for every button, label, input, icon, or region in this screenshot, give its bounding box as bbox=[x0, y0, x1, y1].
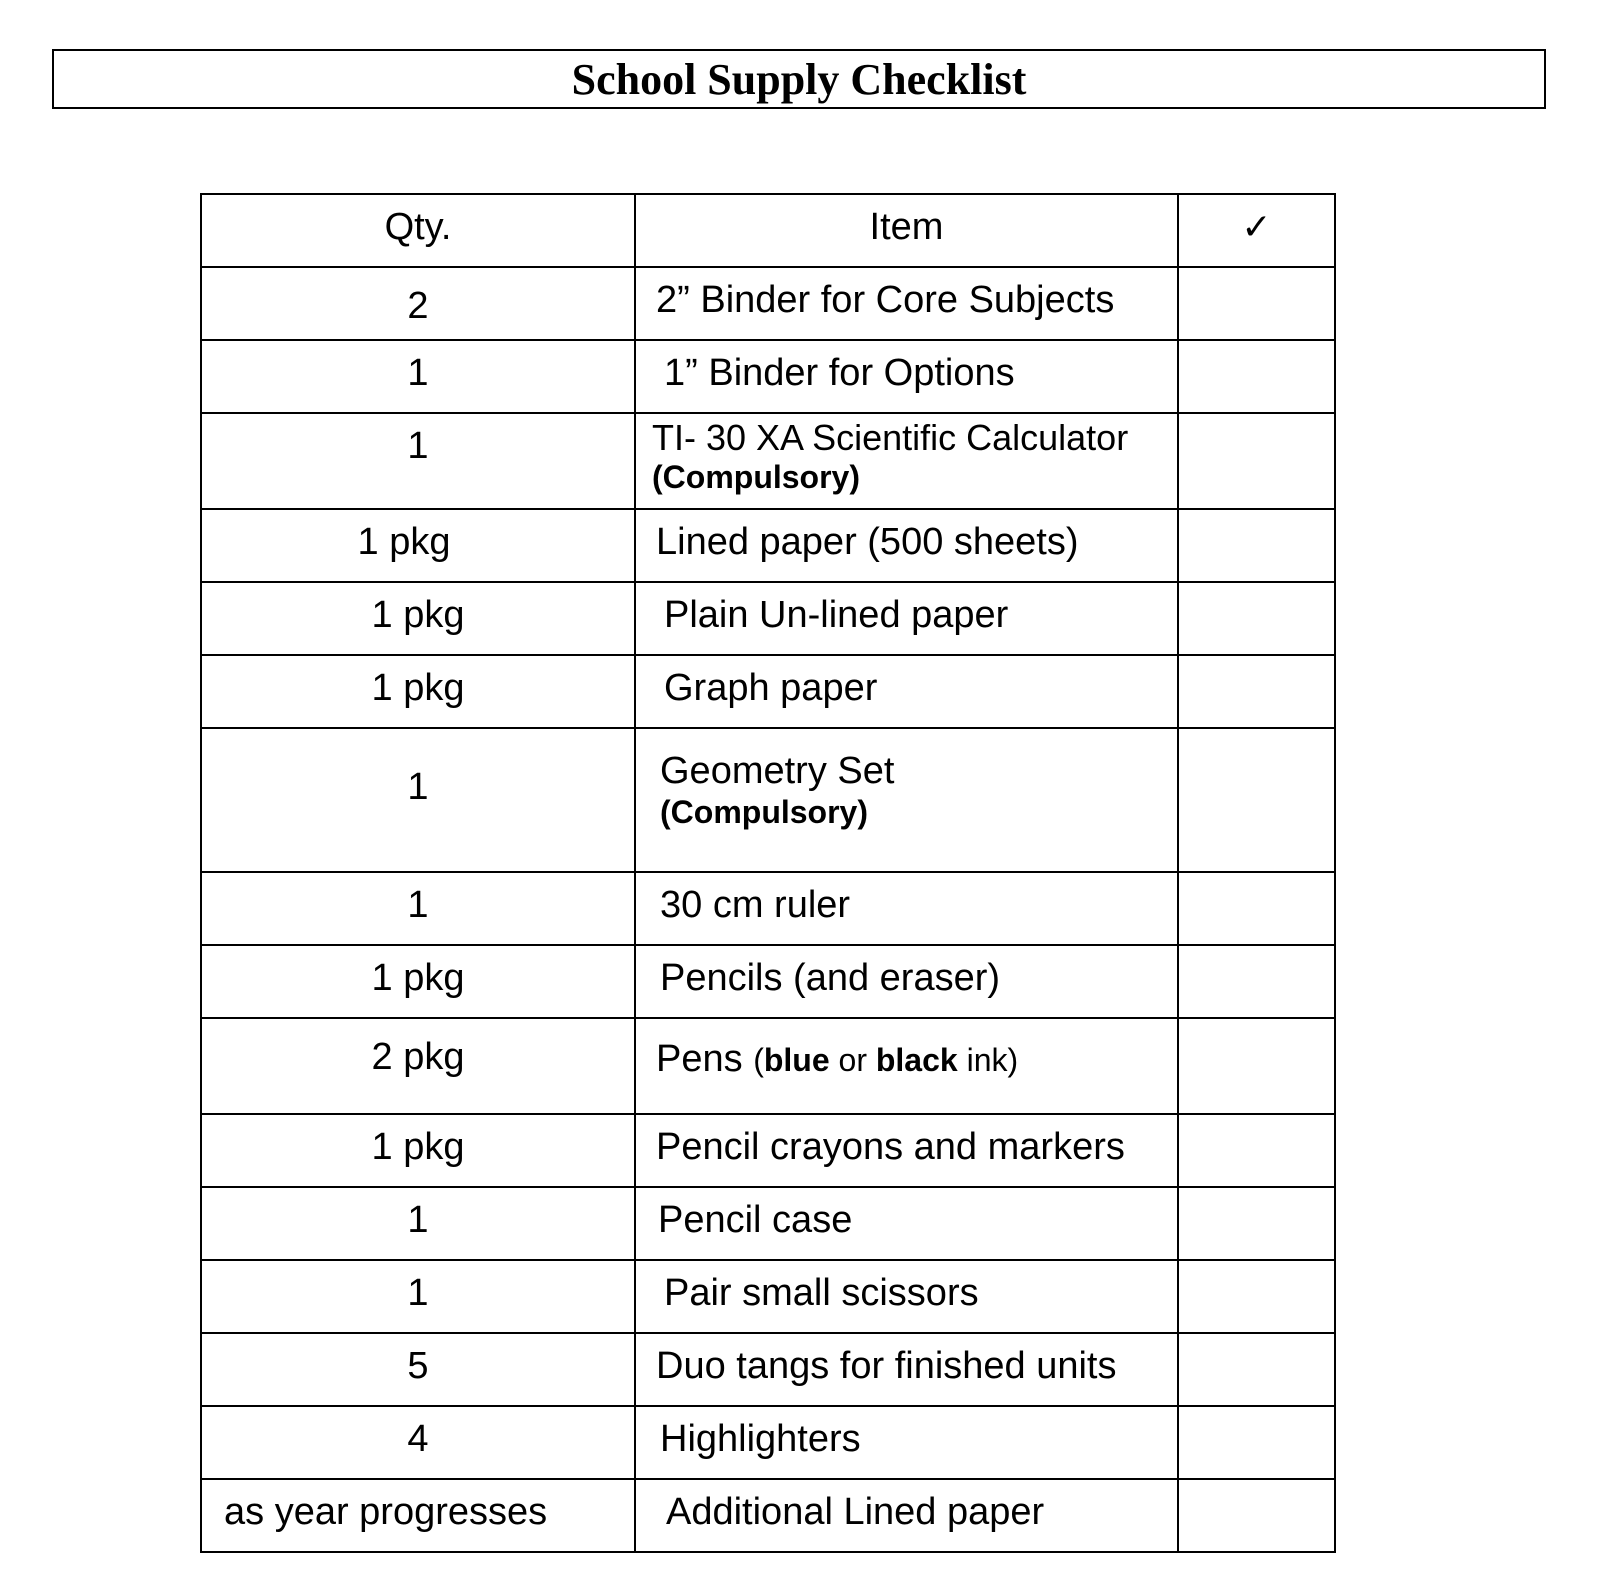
row-checkbox[interactable] bbox=[1178, 1406, 1335, 1479]
row-checkbox[interactable] bbox=[1178, 1114, 1335, 1187]
row-qty: 1 pkg bbox=[201, 1114, 635, 1187]
row-item: Pair small scissors bbox=[635, 1260, 1178, 1333]
pens-label: Pens bbox=[656, 1038, 743, 1080]
row-item: Pencils (and eraser) bbox=[635, 945, 1178, 1018]
row-item: Graph paper bbox=[635, 655, 1178, 728]
row-checkbox[interactable] bbox=[1178, 728, 1335, 872]
table-header-row bbox=[201, 194, 1335, 267]
row-qty: 1 bbox=[201, 1187, 635, 1260]
ink-note: (blue or black ink) bbox=[753, 1042, 1019, 1078]
table-row bbox=[201, 872, 1335, 945]
row-checkbox[interactable] bbox=[1178, 509, 1335, 582]
row-qty: 1 bbox=[201, 413, 635, 509]
table-row bbox=[201, 728, 1335, 872]
row-checkbox[interactable] bbox=[1178, 872, 1335, 945]
row-qty: 1 pkg bbox=[201, 945, 635, 1018]
row-qty: 1 bbox=[201, 1260, 635, 1333]
row-checkbox[interactable] bbox=[1178, 267, 1335, 340]
row-checkbox[interactable] bbox=[1178, 1479, 1335, 1552]
row-item: Duo tangs for finished units bbox=[635, 1333, 1178, 1406]
table-row bbox=[201, 1018, 1335, 1114]
row-checkbox[interactable] bbox=[1178, 1333, 1335, 1406]
row-checkbox[interactable] bbox=[1178, 1260, 1335, 1333]
row-qty: 1 bbox=[201, 340, 635, 413]
row-checkbox[interactable] bbox=[1178, 413, 1335, 509]
table-row bbox=[201, 1114, 1335, 1187]
row-item: TI- 30 XA Scientific Calculator (Compulsory) bbox=[635, 413, 1178, 509]
table-row bbox=[201, 267, 1335, 340]
header-item: Item bbox=[635, 194, 1178, 267]
compulsory-note: (Compulsory) bbox=[652, 459, 860, 495]
row-qty: 2 pkg bbox=[201, 1018, 635, 1114]
row-item: Plain Un-lined paper bbox=[635, 582, 1178, 655]
row-item: 2” Binder for Core Subjects bbox=[635, 267, 1178, 340]
table-row bbox=[201, 1260, 1335, 1333]
row-item: Pencil case bbox=[635, 1187, 1178, 1260]
checkmark-icon: ✓ bbox=[1241, 207, 1272, 248]
row-checkbox[interactable] bbox=[1178, 945, 1335, 1018]
supply-checklist-table bbox=[200, 193, 1336, 1553]
row-item: Pencil crayons and markers bbox=[635, 1114, 1178, 1187]
table-row bbox=[201, 509, 1335, 582]
row-qty: 1 bbox=[201, 872, 635, 945]
row-qty: as year progresses bbox=[201, 1479, 635, 1552]
row-checkbox[interactable] bbox=[1178, 655, 1335, 728]
table-row bbox=[201, 340, 1335, 413]
page-title: School Supply Checklist bbox=[52, 49, 1546, 109]
table-row bbox=[201, 1406, 1335, 1479]
table-row bbox=[201, 945, 1335, 1018]
row-qty: 4 bbox=[201, 1406, 635, 1479]
row-qty: 1 bbox=[201, 728, 635, 872]
table-row bbox=[201, 1479, 1335, 1552]
row-item: Additional Lined paper bbox=[635, 1479, 1178, 1552]
table-row bbox=[201, 582, 1335, 655]
row-item bbox=[635, 1018, 1178, 1114]
row-item: Lined paper (500 sheets) bbox=[635, 509, 1178, 582]
row-checkbox[interactable] bbox=[1178, 1187, 1335, 1260]
row-item: Highlighters bbox=[635, 1406, 1178, 1479]
row-checkbox[interactable] bbox=[1178, 340, 1335, 413]
header-qty: Qty. bbox=[201, 194, 635, 267]
row-checkbox[interactable] bbox=[1178, 1018, 1335, 1114]
row-qty: 2 bbox=[201, 267, 635, 340]
table-row bbox=[201, 1333, 1335, 1406]
table-row bbox=[201, 413, 1335, 509]
row-item: 1” Binder for Options bbox=[635, 340, 1178, 413]
compulsory-note: (Compulsory) bbox=[660, 794, 868, 830]
header-check bbox=[1178, 194, 1335, 267]
row-qty: 5 bbox=[201, 1333, 635, 1406]
row-qty: 1 pkg bbox=[201, 509, 635, 582]
table-row bbox=[201, 655, 1335, 728]
table-row bbox=[201, 1187, 1335, 1260]
row-qty: 1 pkg bbox=[201, 582, 635, 655]
row-item: Geometry Set (Compulsory) bbox=[635, 728, 1178, 872]
row-qty: 1 pkg bbox=[201, 655, 635, 728]
row-item: 30 cm ruler bbox=[635, 872, 1178, 945]
row-checkbox[interactable] bbox=[1178, 582, 1335, 655]
